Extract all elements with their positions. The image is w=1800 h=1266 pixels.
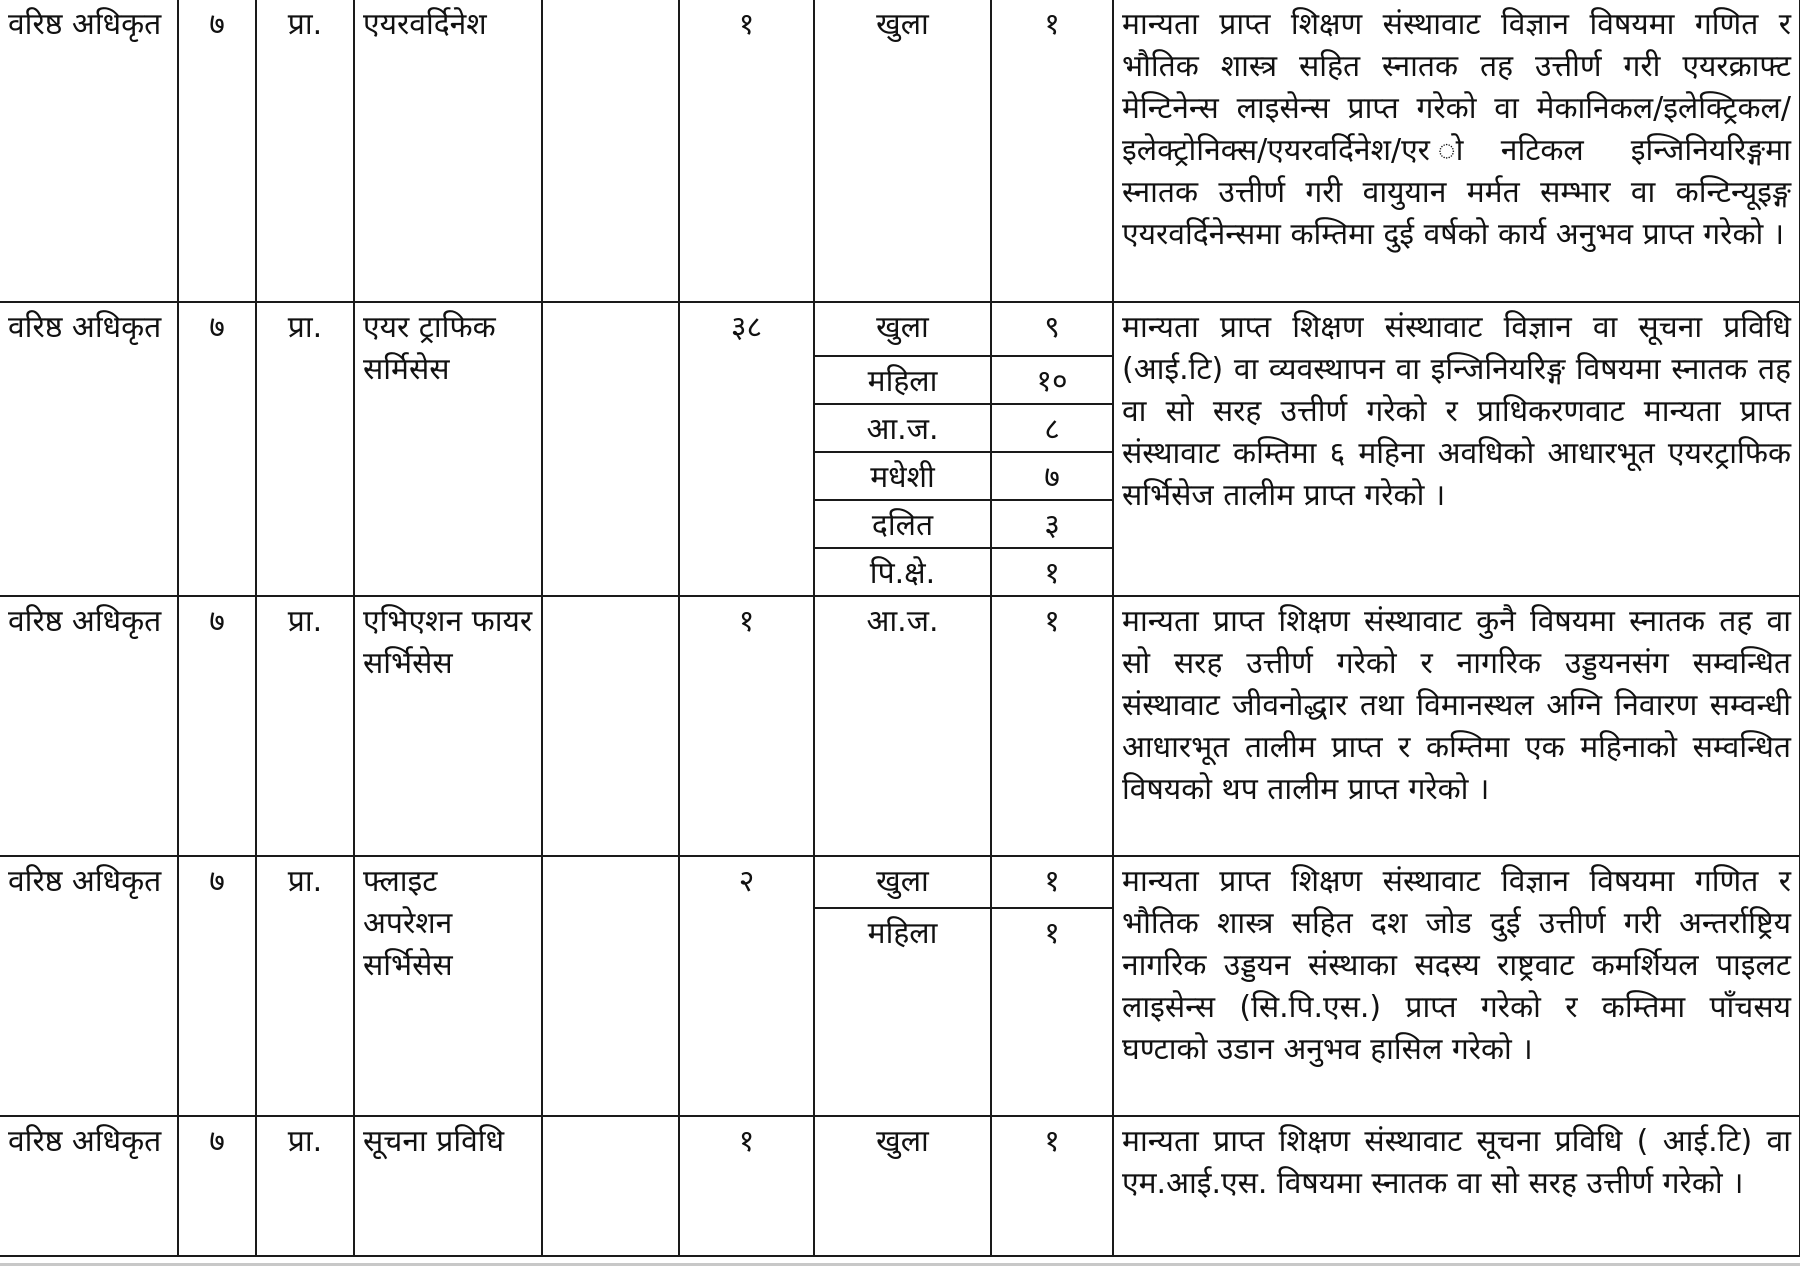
quota-count-cell: ९ [991, 302, 1113, 356]
post-cell: वरिष्ठ अधिकृत [0, 0, 178, 302]
group-cell: एयर ट्राफिक सर्मिसेस [354, 302, 542, 596]
group-cell: फ्लाइट अपरेशन सर्भिसेस [354, 856, 542, 1116]
quota-count-cell: १ [991, 596, 1113, 856]
table-row [0, 302, 1800, 356]
total-posts-cell: १ [679, 1116, 814, 1256]
empty-cell [542, 302, 679, 596]
quota-category-cell: खुला [814, 856, 991, 908]
quota-category-cell: खुला [814, 1116, 991, 1256]
post-cell: वरिष्ठ अधिकृत [0, 1116, 178, 1256]
empty-cell [542, 596, 679, 856]
quota-category-cell: मधेशी [814, 452, 991, 500]
total-posts-cell: ३८ [679, 302, 814, 596]
qualification-cell: मान्यता प्राप्त शिक्षण संस्थावाट विज्ञान विषयमा गणित र भौतिक शास्त्र सहित दश जोड दुई उत्तीर्ण गरी अन्तर्राष्ट्रिय नागरिक उड्डयन संस्थाका सदस्य राष्ट्रवाट कमर्शियल पाइलट लाइसेन्स (सि.पि.एस.) प्राप्त गरेको र कम्तिमा पाँचसय घण्टाको उडान अनुभव हासिल गरेको । [1113, 856, 1800, 1116]
qualification-cell: मान्यता प्राप्त शिक्षण संस्थावाट विज्ञान विषयमा गणित र भौतिक शास्त्र सहित स्नातक तह उत्तीर्ण गरी एयरक्राफ्ट मेन्टिनेन्स लाइसेन्स प्राप्त गरेको वा मेकानिकल/इलेक्ट्रिकल/इलेक्ट्रोनिक्स/एयरवर्दिनेश/एर ोनटिकल इन्जिनियरिङ्गमा स्नातक उत्तीर्ण गरी वायुयान मर्मत सम्भार वा कन्टिन्यूइङ्ग एयरवर्दिनेन्समा कम्तिमा दुई वर्षको कार्य अनुभव प्राप्त गरेको । [1113, 0, 1800, 302]
quota-count-cell: १ [991, 908, 1113, 1116]
level-cell: ७ [178, 596, 256, 856]
quota-count-cell: ७ [991, 452, 1113, 500]
quota-category-cell: महिला [814, 356, 991, 404]
group-cell: सूचना प्रविधि [354, 1116, 542, 1256]
table-row [0, 596, 1800, 856]
qualification-cell: मान्यता प्राप्त शिक्षण संस्थावाट सूचना प्रविधि ( आई.टि) वा एम.आई.एस. विषयमा स्नातक वा सो सरह उत्तीर्ण गरेको । [1113, 1116, 1800, 1256]
service-cell: प्रा. [256, 302, 354, 596]
empty-cell [542, 1116, 679, 1256]
post-cell: वरिष्ठ अधिकृत [0, 302, 178, 596]
group-cell: एयरवर्दिनेश [354, 0, 542, 302]
table-row [0, 0, 1800, 302]
total-posts-cell: १ [679, 0, 814, 302]
quota-category-cell: खुला [814, 302, 991, 356]
quota-count-cell: १ [991, 548, 1113, 596]
total-posts-cell: २ [679, 856, 814, 1116]
quota-category-cell: आ.ज. [814, 404, 991, 452]
empty-cell [542, 856, 679, 1116]
quota-count-cell: ३ [991, 500, 1113, 548]
total-posts-cell: १ [679, 596, 814, 856]
quota-category-cell: आ.ज. [814, 596, 991, 856]
quota-category-cell: खुला [814, 0, 991, 302]
service-cell: प्रा. [256, 856, 354, 1116]
level-cell: ७ [178, 302, 256, 596]
table-row [0, 856, 1800, 908]
quota-category-cell: महिला [814, 908, 991, 1116]
quota-count-cell: १० [991, 356, 1113, 404]
empty-cell [542, 0, 679, 302]
quota-count-cell: ८ [991, 404, 1113, 452]
quota-category-cell: पि.क्षे. [814, 548, 991, 596]
service-cell: प्रा. [256, 1116, 354, 1256]
quota-count-cell: १ [991, 856, 1113, 908]
qualification-cell: मान्यता प्राप्त शिक्षण संस्थावाट कुनै विषयमा स्नातक तह वा सो सरह उत्तीर्ण गरेको र नागरिक उड्डयनसंग सम्वन्धित संस्थावाट जीवनोद्धार तथा विमानस्थल अग्नि निवारण सम्वन्धी आधारभूत तालीम प्राप्त र कम्तिमा एक महिनाको सम्वन्धित विषयको थप तालीम प्राप्त गरेको । [1113, 596, 1800, 856]
level-cell: ७ [178, 0, 256, 302]
level-cell: ७ [178, 1116, 256, 1256]
quota-category-cell: दलित [814, 500, 991, 548]
group-cell: एभिएशन फायर सर्भिसेस [354, 596, 542, 856]
quota-count-cell: १ [991, 0, 1113, 302]
qualification-cell: मान्यता प्राप्त शिक्षण संस्थावाट विज्ञान वा सूचना प्रविधि (आई.टि) वा व्यवस्थापन वा इन्जिनियरिङ्ग विषयमा स्नातक तह वा सो सरह उत्तीर्ण गरेको र प्राधिकरणवाट मान्यता प्राप्त संस्थावाट कम्तिमा ६ महिना अवधिको आधारभूत एयरट्राफिक सर्भिसेज तालीम प्राप्त गरेको । [1113, 302, 1800, 596]
post-cell: वरिष्ठ अधिकृत [0, 596, 178, 856]
post-cell: वरिष्ठ अधिकृत [0, 856, 178, 1116]
level-cell: ७ [178, 856, 256, 1116]
service-cell: प्रा. [256, 596, 354, 856]
table-row [0, 1116, 1800, 1256]
quota-count-cell: १ [991, 1116, 1113, 1256]
service-cell: प्रा. [256, 0, 354, 302]
